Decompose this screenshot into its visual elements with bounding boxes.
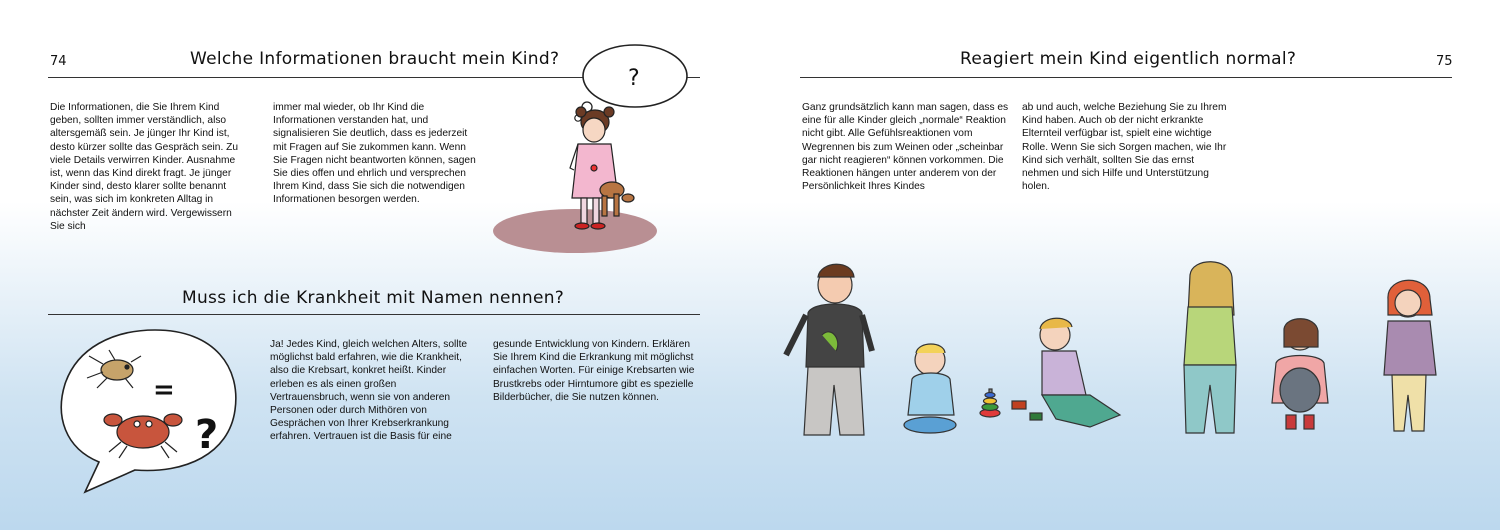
child-girl-sitting-illustration: [1272, 319, 1328, 429]
child-toddler-crying-illustration: [904, 344, 956, 433]
stacking-rings-toy: [980, 389, 1000, 417]
text-column-6: ab und auch, welche Beziehung Sie zu Ihrem Kind haben. Auch ob der nicht erkrankte Elternteil verfügbar ist, spielt eine wichtige Rolle. Wenn Sie sich Sorgen machen, wie Ihr Kind sich verhält, sollten Sie das ernst nehmen und sich Hilfe und Unterstützung holen.: [1022, 102, 1227, 193]
page-number-left: 74: [50, 54, 67, 69]
child-boy-angry-illustration: [786, 264, 872, 435]
section-title-reagiert: Reagiert mein Kind eigentlich normal?: [960, 49, 1297, 69]
speech-bubble-icon: [45, 322, 245, 497]
equals-sign: =: [153, 375, 175, 405]
title-rule-left-2: [48, 314, 700, 315]
children-reactions-illustration: [760, 255, 1460, 455]
text-column-2: immer mal wieder, ob Ihr Kind die Informationen verstanden hat, und signalisieren Sie deutlich, dass es jederzeit mit Fragen auf Sie zukommen kann. Wenn Sie Fragen nicht beantworten können, sagen Sie dies offen und ehrlich und versprechen Ihrem Kind, dass Sie sich die notwendigen Informationen besorgen werden.: [273, 102, 476, 206]
text-column-1: Die Informationen, die Sie Ihrem Kind geben, sollten immer verständlich, also altersgemäß sein. Je jünger Ihr Kind ist, desto kürzer sollte das Gespräch sein. Zu viele Details verwirren Kinder. Ausnahme ist, wenn das Kind direkt fragt. Je jünger Kinder sind, desto klarer sollte benannt sein, was sich im konkreten Alltag in nächster Zeit ändern wird. Vergewissern Sie sich: [50, 102, 238, 232]
section-title-krankheit: Muss ich die Krankheit mit Namen nennen?: [182, 288, 565, 308]
text-column-4: gesunde Entwicklung von Kindern. Erklären Sie Ihrem Kind die Erkrankung mit möglichst einfachen Worten. Für einige Krebsarten wie Brustkrebs oder Hirntumore gibt es spezielle Bilderbücher, die Sie nutzen können.: [493, 339, 695, 403]
girl-with-teddy-illustration: [490, 40, 700, 255]
text-column-3: Ja! Jedes Kind, gleich welchen Alters, sollte möglichst bald erfahren, wie die Krankheit, also die Krebsart, konkret heißt. Kinder erleben es als einen großen Vertrauensbruch, wenn sie von anderen Personen oder durch Mithören von Gesprächen von Ihrer Krebserkrankung erfahren. Vertrauen ist die Basis für eine: [270, 339, 468, 443]
page-number-right: 75: [1436, 54, 1453, 69]
speech-question-mark: ?: [195, 412, 219, 458]
thought-question-mark: ?: [628, 66, 640, 91]
section-title-informationen: Welche Informationen braucht mein Kind?: [190, 49, 560, 69]
child-girl-playing-illustration: [1012, 318, 1120, 427]
title-rule-right: [800, 77, 1452, 78]
text-column-5: Ganz grundsätzlich kann man sagen, dass es eine für alle Kinder gleich „normale“ Reaktion nicht gibt. Alle Gefühlsreaktionen vom Wegrennen bis zum Weinen oder „scheinbar gar nicht reagieren“ können vorkommen. Die Reaktionen hängen unter anderem von der Persönlichkeit Ihres Kindes: [802, 102, 1009, 193]
child-teen-girl-illustration: [1184, 262, 1236, 433]
child-red-haired-girl-illustration: [1384, 280, 1436, 431]
